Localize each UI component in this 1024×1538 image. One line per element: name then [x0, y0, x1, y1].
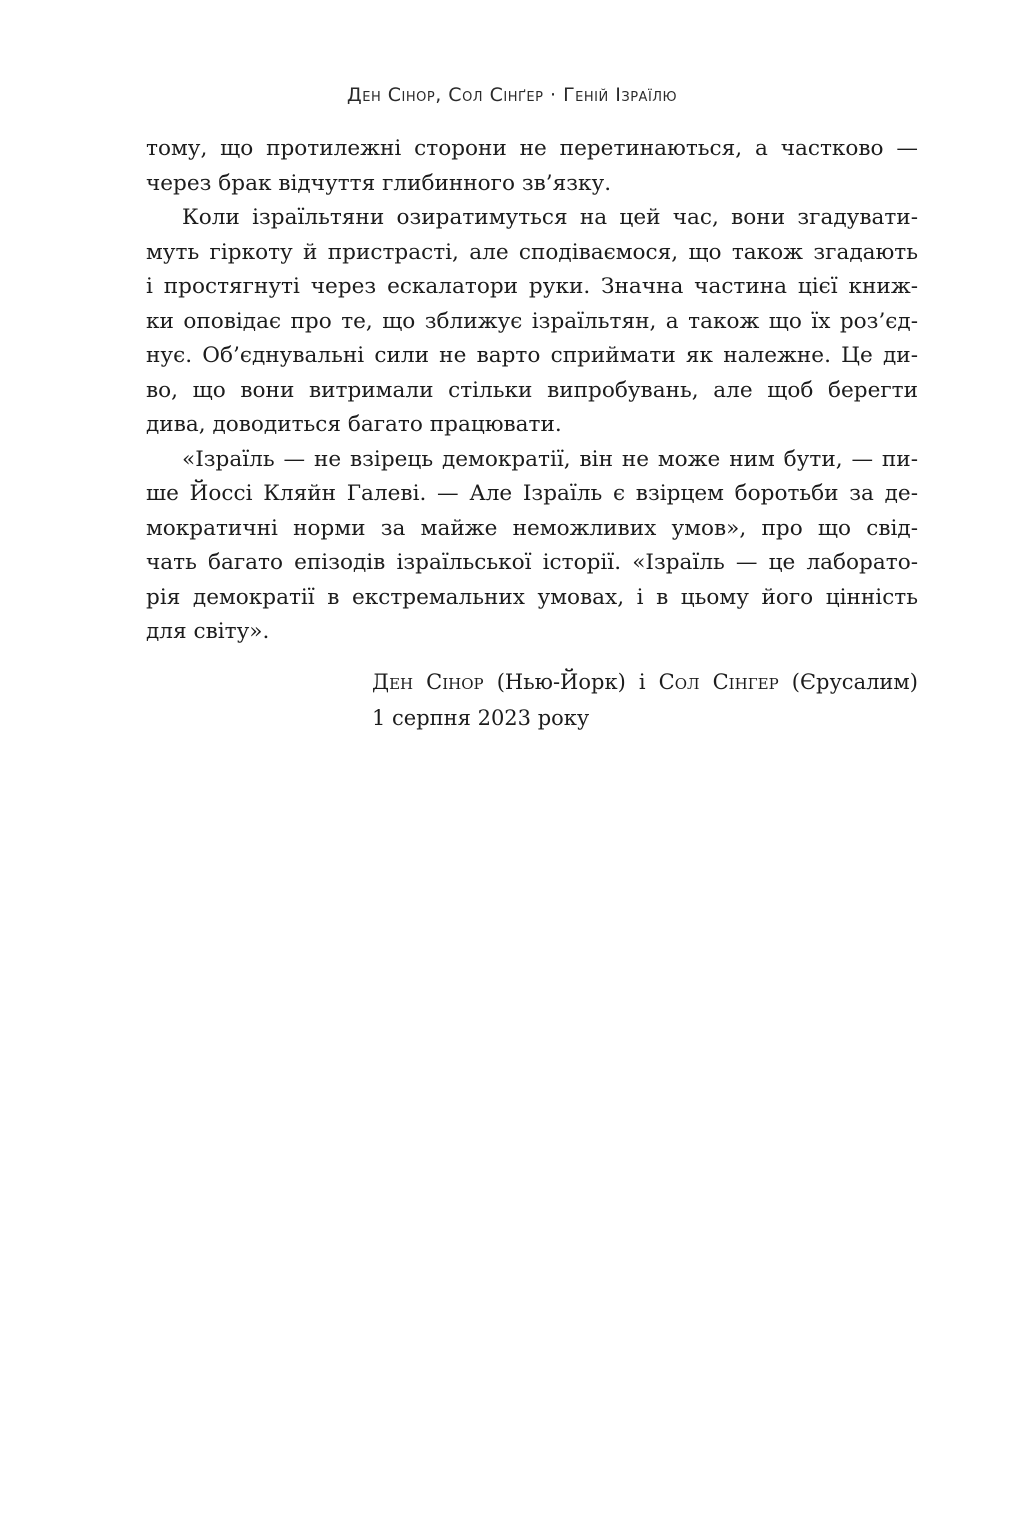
text-line: нує. Об’єднувальні сили не варто сприймати як належне. Це ди-: [146, 343, 918, 368]
text-line: Коли ізраїльтяни озиратимуться на цей час, вони згадувати-: [182, 205, 918, 230]
text-line: і простягнуті через ескалатори руки. Значна частина цієї книж-: [146, 274, 918, 299]
text-line: через брак відчуття глибинного зв’язку.: [146, 170, 612, 196]
body-text: [146, 132, 918, 650]
author-city: (Нью-Йорк): [496, 670, 626, 694]
text-line: тому, що протилежні сторони не перетинаються, а частково —: [146, 136, 918, 161]
text-line: ки оповідає про те, що зближує ізраїльтян, а також що їх роз’єд-: [146, 308, 918, 334]
author-name: Ден Сінор: [372, 670, 484, 694]
signature-date: 1 серпня 2023 року: [372, 706, 590, 730]
text-line: чать багато епізодів ізраїльської історії. «Ізраїль — це лаборато-: [146, 550, 918, 575]
text-line: рія демократії в екстремальних умовах, і в цьому його цінність: [146, 584, 918, 610]
text-line: дива, доводиться багато працювати.: [146, 412, 562, 437]
text-line: «Ізраїль — не взірець демократії, він не може ним бути, — пи-: [182, 446, 918, 472]
text-line: муть гіркоту й пристрасті, але сподіваємося, що також згадають: [146, 239, 918, 265]
signature-block: [372, 664, 918, 736]
author-city: (Єрусалим): [791, 670, 918, 694]
text-line: ше Йоссі Кляйн Галеві. — Але Ізраїль є взірцем боротьби за де-: [146, 481, 918, 506]
text-line: для світу».: [146, 619, 270, 644]
signature-names: [372, 664, 918, 700]
text-line: мократичні норми за майже неможливих умов», про що свід-: [146, 515, 918, 541]
conjunction: і: [638, 670, 646, 694]
text-line: во, що вони витримали стільки випробувань, але щоб берегти: [146, 377, 918, 403]
author-name: Сол Сінгер: [658, 670, 779, 694]
running-header: Ден Сінор, Сол Сінґер · Геній Ізраїлю: [346, 84, 678, 106]
